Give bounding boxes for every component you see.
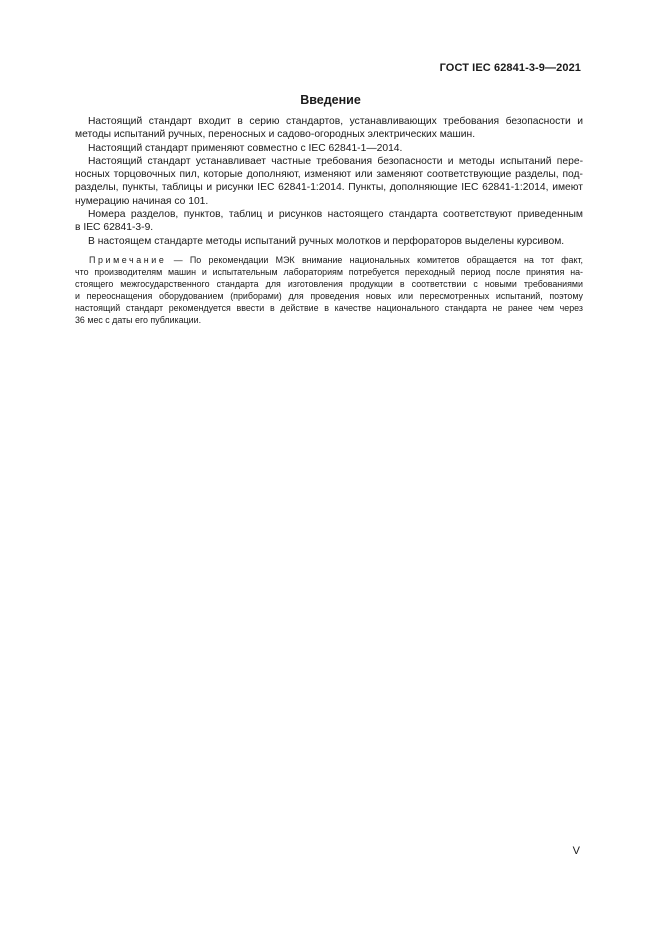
note-line: что производителям машин и испытательным лабораториям потребуется переходный период после принятия на- bbox=[75, 267, 583, 278]
paragraph-4 bbox=[75, 208, 583, 235]
note-line: 36 мес с даты его публикации. bbox=[75, 315, 202, 326]
introduction-body bbox=[75, 115, 583, 248]
paragraph-3 bbox=[75, 155, 583, 208]
note-line: настоящий стандарт рекомендуется ввести в действие в качестве национального стандарта не ранее чем через bbox=[75, 303, 583, 314]
note-line: и переоснащения оборудованием (приборами) для проведения новых или пересмотренных испытаний, поэтому bbox=[75, 291, 583, 302]
standard-code-header: ГОСТ IEC 62841-3-9—2021 bbox=[439, 62, 581, 74]
note-first-line-text: — По рекомендации МЭК внимание национальных комитетов обращается на тот факт, bbox=[166, 255, 583, 265]
paragraph-line: Настоящий стандарт входит в серию стандартов, устанавливающих требования безопасности и bbox=[88, 116, 583, 127]
paragraph-line: в IEC 62841-3-9. bbox=[75, 222, 154, 234]
paragraph-line: В настоящем стандарте методы испытаний ручных молотков и перфораторов выделены курсивом. bbox=[88, 235, 565, 247]
note-line: стоящего межгосударственного стандарта для изготовления продукции в соответствии с новыми требованиями bbox=[75, 279, 583, 290]
paragraph-line: Настоящий стандарт применяют совместно с IEC 62841-1—2014. bbox=[88, 142, 403, 154]
paragraph-line: методы испытаний ручных, переносных и садово-огородных электрических машин. bbox=[75, 129, 476, 141]
paragraph-5 bbox=[75, 235, 583, 248]
paragraph-line: разделы, пункты, таблицы и рисунки IEC 62841-1:2014. Пункты, дополняющие IEC 62841-1:2014, имеют bbox=[75, 182, 583, 194]
page-number: V bbox=[572, 845, 580, 857]
paragraph-line: нумерацию начиная со 101. bbox=[75, 195, 209, 207]
paragraph-2 bbox=[75, 142, 583, 155]
paragraph-line: Номера разделов, пунктов, таблиц и рисунков настоящего стандарта соответствуют приведенным bbox=[88, 209, 583, 221]
paragraph-1 bbox=[75, 115, 583, 142]
paragraph-line: Настоящий стандарт устанавливает частные требования безопасности и методы испытаний пере- bbox=[88, 155, 583, 167]
section-title: Введение bbox=[300, 93, 361, 107]
note-label: Примечание bbox=[89, 255, 167, 265]
note-first-line bbox=[75, 254, 583, 266]
paragraph-line: носных торцовочных пил, которые дополняют, изменяют или заменяют соответствующие разделы, под- bbox=[75, 169, 583, 181]
note-block bbox=[75, 254, 583, 327]
